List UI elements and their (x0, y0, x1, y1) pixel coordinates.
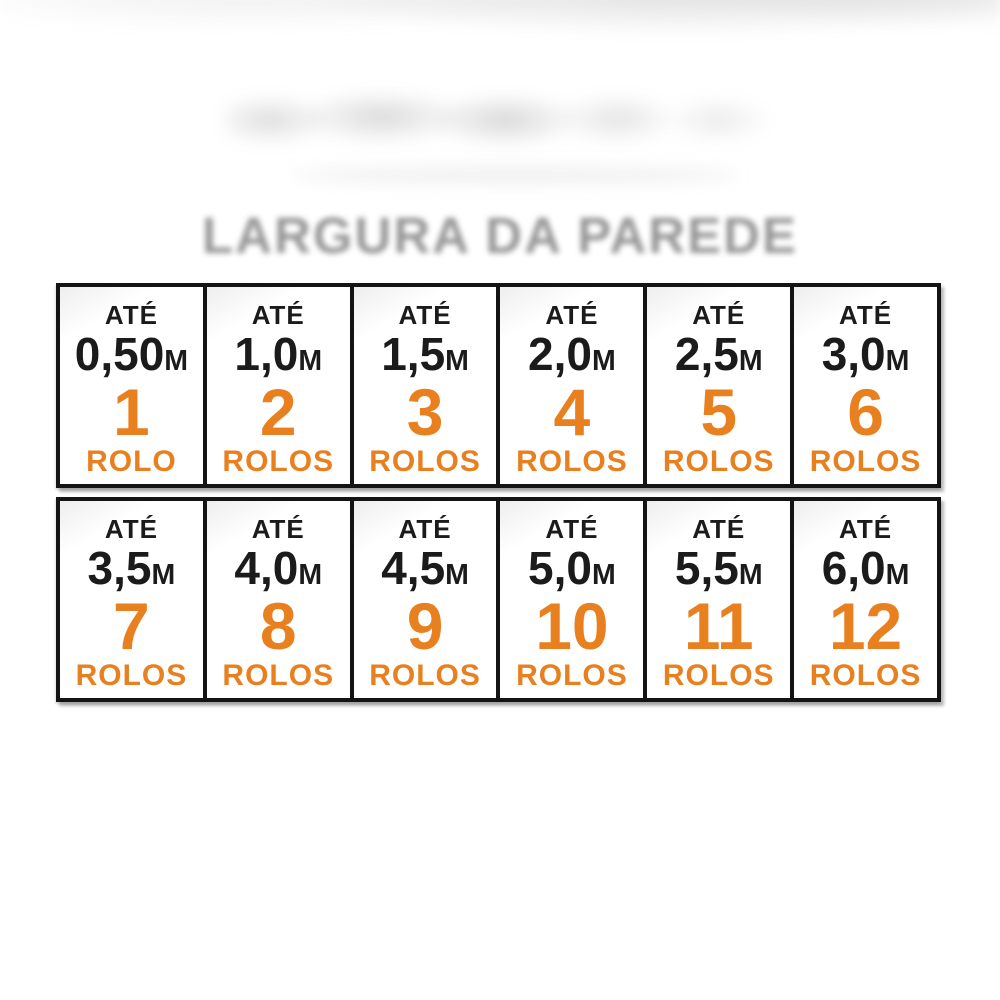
width-number: 2,0 (528, 327, 592, 380)
width-number: 0,50 (74, 327, 165, 380)
table-cell (207, 501, 354, 698)
table-cell (207, 287, 354, 484)
upto-label: ATÉ (545, 300, 599, 330)
upto-label: ATÉ (251, 514, 305, 544)
upto-label: ATÉ (398, 300, 452, 330)
width-number: 3,0 (821, 327, 886, 380)
unit-label: M (885, 344, 910, 377)
top-haze (0, 0, 1000, 62)
roll-count-label: ROLOS (75, 659, 188, 693)
upto-label: ATÉ (398, 514, 452, 544)
unit-label: M (738, 344, 763, 377)
width-value (381, 327, 469, 380)
width-value (234, 327, 323, 380)
table-cell (354, 287, 501, 484)
roll-count: 3 (406, 374, 444, 449)
upto-label: ATÉ (839, 514, 893, 544)
roll-count-label: ROLOS (222, 659, 335, 693)
width-value (234, 541, 323, 594)
upto-label: ATÉ (104, 300, 158, 330)
width-number: 1,0 (234, 327, 299, 380)
upto-label: ATÉ (692, 300, 746, 330)
table-row-2 (56, 497, 941, 702)
upto-label: ATÉ (104, 514, 158, 544)
roll-count: 10 (535, 588, 609, 663)
unit-label: M (298, 558, 323, 591)
width-value (381, 541, 469, 594)
width-value (74, 327, 189, 380)
roll-count-label: ROLOS (516, 445, 628, 479)
table-cell (60, 501, 207, 698)
width-value (674, 327, 763, 380)
upto-label: ATÉ (839, 300, 893, 330)
width-number: 2,5 (674, 327, 739, 380)
upto-label: ATÉ (692, 514, 746, 544)
faded-text-smudge (225, 90, 785, 150)
table-cell (647, 501, 794, 698)
table-cell (794, 287, 937, 484)
roll-count-label: ROLOS (369, 445, 481, 479)
unit-label: M (151, 558, 176, 591)
table-cell (500, 501, 647, 698)
upto-label: ATÉ (251, 300, 305, 330)
roll-count: 8 (259, 588, 297, 663)
table-cell (354, 501, 501, 698)
width-value (821, 541, 910, 594)
upto-label: ATÉ (545, 514, 599, 544)
unit-label: M (591, 344, 616, 377)
width-value (87, 541, 176, 594)
page-title: LARGURA DA PAREDE (202, 207, 798, 264)
table-cell (794, 501, 937, 698)
roll-count-label: ROLOS (516, 659, 628, 693)
table-cell (60, 287, 207, 484)
roll-count: 12 (828, 588, 903, 663)
roll-count: 1 (113, 374, 150, 449)
roll-count-label: ROLOS (809, 445, 922, 479)
width-value (528, 541, 616, 594)
unit-label: M (738, 558, 763, 591)
roll-count: 9 (406, 588, 444, 663)
table-cell (647, 287, 794, 484)
width-value (674, 541, 763, 594)
roll-count: 6 (847, 374, 884, 449)
roll-count: 7 (113, 588, 150, 663)
width-number: 4,5 (381, 541, 446, 594)
width-value (821, 327, 910, 380)
unit-label: M (164, 344, 189, 377)
width-value (528, 327, 616, 380)
roll-count-label: ROLOS (809, 659, 922, 693)
unit-label: M (591, 558, 616, 591)
roll-count: 4 (553, 374, 591, 449)
roll-count: 11 (683, 588, 754, 663)
width-number: 1,5 (381, 327, 446, 380)
roll-count-label: ROLO (86, 445, 177, 479)
table-row-1 (56, 283, 941, 488)
roll-count: 2 (259, 374, 297, 449)
table-cell (500, 287, 647, 484)
width-number: 3,5 (87, 541, 152, 594)
width-number: 6,0 (821, 541, 886, 594)
roll-count-label: ROLOS (222, 445, 335, 479)
faded-smear (290, 166, 740, 184)
roll-count-label: ROLOS (662, 445, 775, 479)
roll-count: 5 (700, 374, 738, 449)
width-number: 5,0 (528, 541, 592, 594)
roll-count-label: ROLOS (662, 659, 775, 693)
unit-label: M (298, 344, 323, 377)
unit-label: M (885, 558, 910, 591)
width-number: 4,0 (234, 541, 299, 594)
unit-label: M (445, 558, 469, 591)
roll-count-label: ROLOS (369, 659, 481, 693)
width-number: 5,5 (674, 541, 739, 594)
unit-label: M (445, 344, 469, 377)
